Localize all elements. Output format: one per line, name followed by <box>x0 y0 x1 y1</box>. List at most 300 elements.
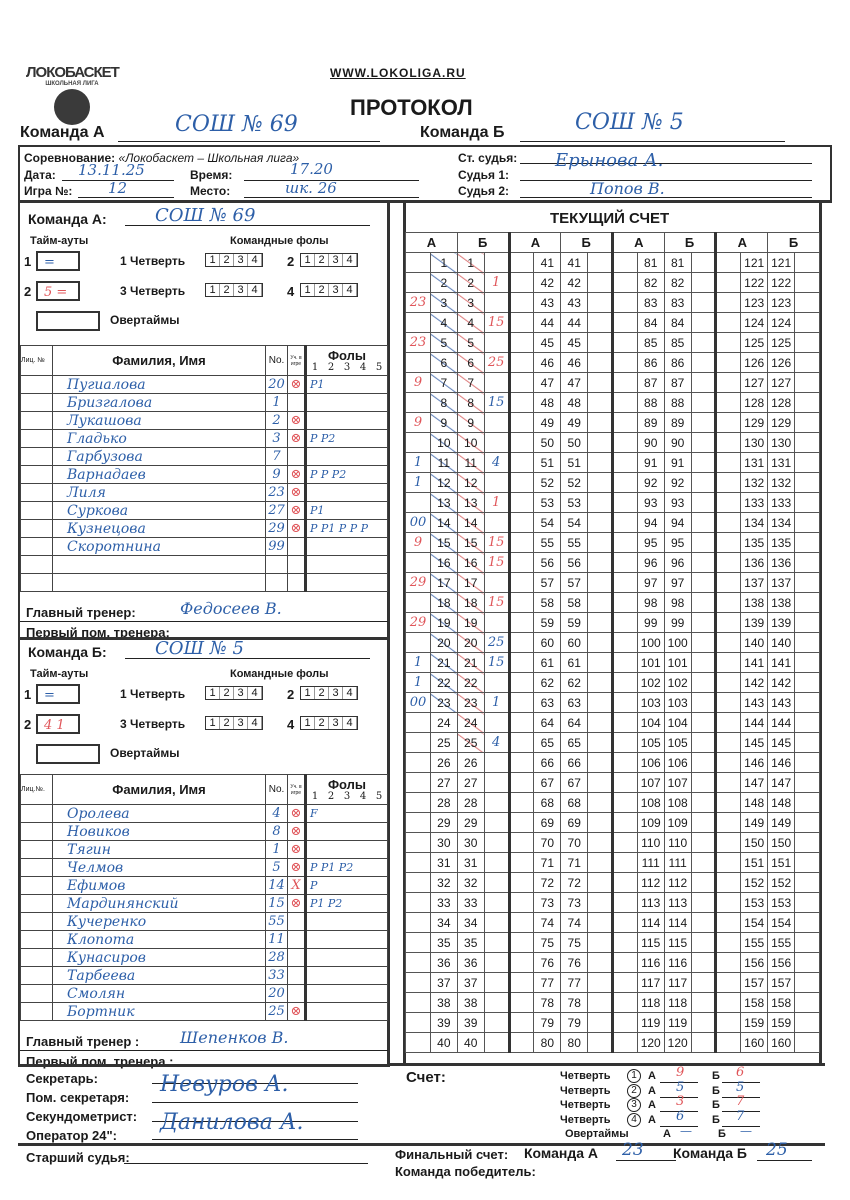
team-a-player-mark[interactable] <box>612 533 637 553</box>
team-a-point[interactable]: 41 <box>534 253 561 273</box>
team-a-point[interactable]: 116 <box>637 953 664 973</box>
team-b-player-mark[interactable]: 15 <box>484 593 509 613</box>
team-b-player-mark[interactable] <box>795 253 820 273</box>
team-b-player-mark[interactable] <box>691 813 716 833</box>
team-b-player-mark[interactable] <box>588 513 613 533</box>
team-b-player-mark[interactable] <box>795 493 820 513</box>
team-a-player-mark[interactable] <box>612 453 637 473</box>
team-a-player-mark[interactable] <box>509 833 534 853</box>
team-a-player-mark[interactable] <box>716 993 741 1013</box>
team-b-point[interactable]: 57 <box>561 573 588 593</box>
team-a-point[interactable]: 30 <box>430 833 457 853</box>
team-b-player-mark[interactable] <box>795 513 820 533</box>
overtime-box[interactable] <box>36 311 100 331</box>
team-b-player-mark[interactable] <box>795 613 820 633</box>
team-b-player-mark[interactable]: 15 <box>484 313 509 333</box>
team-a-player-mark[interactable] <box>406 273 431 293</box>
team-a-point[interactable]: 24 <box>430 713 457 733</box>
team-b-point[interactable]: 1 <box>457 253 484 273</box>
team-b-player-mark[interactable] <box>691 473 716 493</box>
team-b-player-mark[interactable] <box>795 313 820 333</box>
team-a-player-mark[interactable]: 1 <box>406 673 431 693</box>
team-a-point[interactable]: 51 <box>534 453 561 473</box>
team-a-player-mark[interactable] <box>612 833 637 853</box>
quarter-a-value[interactable]: 6 <box>676 1108 685 1124</box>
team-a-player-mark[interactable] <box>612 793 637 813</box>
team-b-point[interactable]: 141 <box>768 653 795 673</box>
quarter-b-value[interactable]: 5 <box>736 1079 745 1095</box>
team-a-point[interactable]: 68 <box>534 793 561 813</box>
team-b-point[interactable]: 100 <box>664 633 691 653</box>
team-a-point[interactable]: 80 <box>534 1033 561 1053</box>
player-license[interactable] <box>21 967 53 985</box>
team-a-player-mark[interactable] <box>509 993 534 1013</box>
team-a-point[interactable]: 79 <box>534 1013 561 1033</box>
team-a-player-mark[interactable] <box>612 733 637 753</box>
team-a-player-mark[interactable] <box>509 553 534 573</box>
team-a-point[interactable]: 136 <box>741 553 768 573</box>
team-a-point[interactable]: 4 <box>430 313 457 333</box>
team-a-point[interactable]: 49 <box>534 413 561 433</box>
team-a-player-mark[interactable] <box>612 933 637 953</box>
team-b-point[interactable]: 28 <box>457 793 484 813</box>
team-b-point[interactable]: 64 <box>561 713 588 733</box>
team-a-point[interactable]: 138 <box>741 593 768 613</box>
team-a-point[interactable]: 137 <box>741 573 768 593</box>
team-a-point[interactable]: 73 <box>534 893 561 913</box>
team-a-point[interactable]: 126 <box>741 353 768 373</box>
team-a-point[interactable]: 44 <box>534 313 561 333</box>
team-a-player-mark[interactable] <box>716 373 741 393</box>
team-a-point[interactable]: 34 <box>430 913 457 933</box>
team-a-player-mark[interactable] <box>716 473 741 493</box>
team-b-point[interactable]: 31 <box>457 853 484 873</box>
player-fouls[interactable]: P P P2 <box>306 466 388 484</box>
player-name[interactable]: Лукашова <box>53 412 266 430</box>
team-a-point[interactable]: 20 <box>430 633 457 653</box>
team-a-point[interactable]: 115 <box>637 933 664 953</box>
team-a-player-mark[interactable] <box>612 613 637 633</box>
team-a-point[interactable]: 151 <box>741 853 768 873</box>
overtime-box[interactable] <box>36 744 100 764</box>
team-b-player-mark[interactable] <box>588 1033 613 1053</box>
team-b-point[interactable]: 55 <box>561 533 588 553</box>
team-a-player-mark[interactable] <box>406 313 431 333</box>
team-b-point[interactable]: 71 <box>561 853 588 873</box>
team-b-point[interactable]: 54 <box>561 513 588 533</box>
team-a-point[interactable]: 141 <box>741 653 768 673</box>
player-number[interactable]: 4 <box>266 805 288 823</box>
team-a-point[interactable]: 74 <box>534 913 561 933</box>
team-a-point[interactable]: 6 <box>430 353 457 373</box>
team-a-point[interactable]: 109 <box>637 813 664 833</box>
team-a-point[interactable]: 86 <box>637 353 664 373</box>
player-number[interactable]: 14 <box>266 877 288 895</box>
player-number[interactable]: 20 <box>266 985 288 1003</box>
team-b-point[interactable]: 121 <box>768 253 795 273</box>
team-b-player-mark[interactable] <box>484 333 509 353</box>
team-a-point[interactable]: 27 <box>430 773 457 793</box>
team-a-player-mark[interactable] <box>509 1033 534 1053</box>
player-fouls[interactable] <box>306 412 388 430</box>
team-a-player-mark[interactable] <box>716 513 741 533</box>
team-a-player-mark[interactable] <box>509 733 534 753</box>
team-b-player-mark[interactable] <box>691 513 716 533</box>
team-b-player-mark[interactable] <box>588 813 613 833</box>
team-a-point[interactable]: 108 <box>637 793 664 813</box>
team-a-point[interactable]: 122 <box>741 273 768 293</box>
team-b-player-mark[interactable] <box>588 393 613 413</box>
player-in-game[interactable]: ⊗ <box>288 1003 306 1021</box>
team-a-point[interactable]: 77 <box>534 973 561 993</box>
team-b-point[interactable]: 3 <box>457 293 484 313</box>
team-b-player-mark[interactable] <box>795 953 820 973</box>
team-a-point[interactable]: 84 <box>637 313 664 333</box>
team-a-player-mark[interactable] <box>406 633 431 653</box>
team-a-player-mark[interactable] <box>716 693 741 713</box>
team-a-point[interactable]: 103 <box>637 693 664 713</box>
player-fouls[interactable] <box>306 484 388 502</box>
team-a-player-mark[interactable] <box>509 273 534 293</box>
team-b-player-mark[interactable] <box>588 833 613 853</box>
player-license[interactable] <box>21 412 53 430</box>
team-a-player-mark[interactable] <box>716 353 741 373</box>
team-b-point[interactable]: 21 <box>457 653 484 673</box>
team-a-point[interactable]: 42 <box>534 273 561 293</box>
team-a-player-mark[interactable] <box>509 973 534 993</box>
team-a-point[interactable]: 87 <box>637 373 664 393</box>
team-a-player-mark[interactable] <box>612 753 637 773</box>
team-a-point[interactable]: 142 <box>741 673 768 693</box>
player-name[interactable]: Кунасиров <box>53 949 266 967</box>
team-a-player-mark[interactable] <box>509 493 534 513</box>
team-b-point[interactable]: 144 <box>768 713 795 733</box>
team-b-point[interactable]: 9 <box>457 413 484 433</box>
team-b-player-mark[interactable] <box>691 893 716 913</box>
team-b-player-mark[interactable] <box>588 593 613 613</box>
team-b-point[interactable]: 24 <box>457 713 484 733</box>
player-fouls[interactable] <box>306 931 388 949</box>
team-b-player-mark[interactable] <box>484 673 509 693</box>
team-b-player-mark[interactable] <box>588 973 613 993</box>
team-b-player-mark[interactable] <box>691 373 716 393</box>
team-b-point[interactable]: 147 <box>768 773 795 793</box>
team-a-point[interactable]: 97 <box>637 573 664 593</box>
team-a-point[interactable]: 96 <box>637 553 664 573</box>
team-b-player-mark[interactable] <box>691 433 716 453</box>
team-b-point[interactable]: 118 <box>664 993 691 1013</box>
team-a-player-mark[interactable]: 9 <box>406 373 431 393</box>
team-b-point[interactable]: 67 <box>561 773 588 793</box>
team-a-player-mark[interactable] <box>406 893 431 913</box>
team-a-point[interactable]: 95 <box>637 533 664 553</box>
team-a-point[interactable]: 133 <box>741 493 768 513</box>
team-a-point[interactable]: 15 <box>430 533 457 553</box>
team-b-point[interactable]: 12 <box>457 473 484 493</box>
team-b-point[interactable]: 112 <box>664 873 691 893</box>
team-b-player-mark[interactable] <box>484 813 509 833</box>
team-a-point[interactable]: 32 <box>430 873 457 893</box>
team-a-player-mark[interactable] <box>612 773 637 793</box>
team-b-player-mark[interactable] <box>484 293 509 313</box>
team-a-player-mark[interactable]: 1 <box>406 473 431 493</box>
player-in-game[interactable] <box>288 394 306 412</box>
team-b-point[interactable]: 63 <box>561 693 588 713</box>
team-b-point[interactable]: 16 <box>457 553 484 573</box>
team-a-player-mark[interactable]: 23 <box>406 333 431 353</box>
team-a-player-mark[interactable] <box>406 353 431 373</box>
team-b-player-mark[interactable] <box>588 433 613 453</box>
team-b-player-mark[interactable] <box>795 273 820 293</box>
team-a-point[interactable]: 123 <box>741 293 768 313</box>
team-a-player-mark[interactable] <box>406 993 431 1013</box>
team-b-point[interactable]: 49 <box>561 413 588 433</box>
team-a-player-mark[interactable] <box>612 913 637 933</box>
team-a-player-mark[interactable] <box>406 933 431 953</box>
player-in-game[interactable]: X <box>288 877 306 895</box>
team-a-point[interactable]: 127 <box>741 373 768 393</box>
player-in-game[interactable]: ⊗ <box>288 859 306 877</box>
team-b-point[interactable]: 35 <box>457 933 484 953</box>
team-a-point[interactable]: 131 <box>741 453 768 473</box>
team-a-player-mark[interactable] <box>612 353 637 373</box>
team-a-point[interactable]: 149 <box>741 813 768 833</box>
team-b-point[interactable]: 41 <box>561 253 588 273</box>
team-b-point[interactable]: 2 <box>457 273 484 293</box>
team-a-point[interactable]: 8 <box>430 393 457 413</box>
team-a-player-mark[interactable] <box>612 993 637 1013</box>
team-a-point[interactable]: 63 <box>534 693 561 713</box>
team-b-player-mark[interactable] <box>588 693 613 713</box>
team-b-point[interactable]: 72 <box>561 873 588 893</box>
team-a-player-mark[interactable] <box>509 513 534 533</box>
team-a-point[interactable]: 56 <box>534 553 561 573</box>
team-a-point[interactable]: 160 <box>741 1033 768 1053</box>
team-b-point[interactable]: 143 <box>768 693 795 713</box>
team-a-player-mark[interactable] <box>716 313 741 333</box>
team-fouls-box[interactable] <box>300 253 358 267</box>
player-fouls[interactable] <box>306 967 388 985</box>
team-a-player-mark[interactable] <box>716 493 741 513</box>
team-b-player-mark[interactable] <box>484 793 509 813</box>
team-b-point[interactable]: 150 <box>768 833 795 853</box>
player-fouls[interactable]: P P2 <box>306 430 388 448</box>
team-b-point[interactable]: 148 <box>768 793 795 813</box>
team-a-player-mark[interactable] <box>406 873 431 893</box>
team-b-player-mark[interactable] <box>795 293 820 313</box>
team-b-player-mark[interactable] <box>484 373 509 393</box>
player-name[interactable]: Варнадаев <box>53 466 266 484</box>
team-b-player-mark[interactable] <box>484 433 509 453</box>
team-a-player-mark[interactable] <box>612 893 637 913</box>
team-b-player-mark[interactable] <box>484 953 509 973</box>
player-license[interactable] <box>21 913 53 931</box>
team-a-player-mark[interactable] <box>612 873 637 893</box>
team-b-player-mark[interactable] <box>795 393 820 413</box>
team-a-player-mark[interactable] <box>716 573 741 593</box>
team-a-player-mark[interactable] <box>612 473 637 493</box>
team-b-point[interactable]: 153 <box>768 893 795 913</box>
team-b-point[interactable]: 88 <box>664 393 691 413</box>
team-a-player-mark[interactable] <box>716 973 741 993</box>
team-a-player-mark[interactable]: 23 <box>406 293 431 313</box>
team-a-point[interactable]: 31 <box>430 853 457 873</box>
team-a-player-mark[interactable] <box>716 1013 741 1033</box>
team-a-player-mark[interactable] <box>716 933 741 953</box>
team-a-player-mark[interactable] <box>406 713 431 733</box>
team-b-point[interactable]: 152 <box>768 873 795 893</box>
team-b-player-mark[interactable] <box>691 253 716 273</box>
team-a-point[interactable]: 7 <box>430 373 457 393</box>
team-b-point[interactable]: 92 <box>664 473 691 493</box>
quarter-b-value[interactable]: 7 <box>736 1108 745 1124</box>
player-number[interactable] <box>266 556 288 574</box>
team-a-point[interactable]: 93 <box>637 493 664 513</box>
team-b-player-mark[interactable] <box>795 793 820 813</box>
team-a-point[interactable]: 134 <box>741 513 768 533</box>
team-fouls-box[interactable] <box>205 716 263 730</box>
team-a-player-mark[interactable] <box>612 713 637 733</box>
team-b-point[interactable]: 120 <box>664 1033 691 1053</box>
team-a-player-mark[interactable] <box>716 273 741 293</box>
team-a-point[interactable]: 64 <box>534 713 561 733</box>
team-b-player-mark[interactable] <box>795 673 820 693</box>
team-b-point[interactable]: 27 <box>457 773 484 793</box>
team-a-player-mark[interactable] <box>716 893 741 913</box>
player-fouls[interactable] <box>306 913 388 931</box>
team-b-player-mark[interactable] <box>691 633 716 653</box>
player-license[interactable] <box>21 466 53 484</box>
team-a-point[interactable]: 152 <box>741 873 768 893</box>
team-fouls-box[interactable] <box>205 253 263 267</box>
player-fouls[interactable] <box>306 823 388 841</box>
team-b-player-mark[interactable] <box>691 673 716 693</box>
team-a-player-mark[interactable] <box>716 293 741 313</box>
team-b-point[interactable]: 70 <box>561 833 588 853</box>
team-a-point[interactable]: 17 <box>430 573 457 593</box>
team-b-player-mark[interactable] <box>588 373 613 393</box>
team-a-point[interactable]: 132 <box>741 473 768 493</box>
team-b-player-mark[interactable]: 15 <box>484 553 509 573</box>
team-b-point[interactable]: 95 <box>664 533 691 553</box>
team-a-player-mark[interactable] <box>406 1033 431 1053</box>
team-a-point[interactable]: 71 <box>534 853 561 873</box>
team-b-point[interactable]: 103 <box>664 693 691 713</box>
team-b-point[interactable]: 32 <box>457 873 484 893</box>
team-b-point[interactable]: 46 <box>561 353 588 373</box>
team-b-player-mark[interactable] <box>588 633 613 653</box>
team-b-player-mark[interactable] <box>588 493 613 513</box>
team-a-point[interactable]: 117 <box>637 973 664 993</box>
team-a-player-mark[interactable] <box>406 833 431 853</box>
player-fouls[interactable]: P1 <box>306 502 388 520</box>
team-b-player-mark[interactable] <box>691 733 716 753</box>
team-a-point[interactable]: 57 <box>534 573 561 593</box>
team-b-player-mark[interactable] <box>795 893 820 913</box>
team-b-player-mark[interactable] <box>795 373 820 393</box>
team-a-player-mark[interactable] <box>716 1033 741 1053</box>
player-fouls[interactable] <box>306 1003 388 1021</box>
team-b-point[interactable]: 133 <box>768 493 795 513</box>
team-b-player-mark[interactable] <box>691 393 716 413</box>
team-b-player-mark[interactable] <box>795 733 820 753</box>
team-b-player-mark[interactable] <box>691 873 716 893</box>
player-number[interactable]: 3 <box>266 430 288 448</box>
team-b-player-mark[interactable] <box>588 1013 613 1033</box>
player-number[interactable]: 9 <box>266 466 288 484</box>
team-a-player-mark[interactable] <box>406 793 431 813</box>
team-b-player-mark[interactable] <box>588 733 613 753</box>
team-b-player-mark[interactable] <box>588 853 613 873</box>
team-b-point[interactable]: 151 <box>768 853 795 873</box>
team-fouls-box[interactable] <box>205 283 263 297</box>
team-b-point[interactable]: 10 <box>457 433 484 453</box>
team-b-player-mark[interactable] <box>795 813 820 833</box>
team-a-player-mark[interactable] <box>406 593 431 613</box>
team-b-point[interactable]: 39 <box>457 1013 484 1033</box>
player-in-game[interactable] <box>288 949 306 967</box>
player-name[interactable]: Бортник <box>53 1003 266 1021</box>
team-a-point[interactable]: 107 <box>637 773 664 793</box>
team-a-point[interactable]: 145 <box>741 733 768 753</box>
team-a-point[interactable]: 101 <box>637 653 664 673</box>
team-b-player-mark[interactable] <box>588 253 613 273</box>
team-a-player-mark[interactable] <box>509 413 534 433</box>
team-a-player-mark[interactable] <box>612 653 637 673</box>
team-a-point[interactable]: 25 <box>430 733 457 753</box>
team-b-player-mark[interactable] <box>795 413 820 433</box>
team-a-point[interactable]: 11 <box>430 453 457 473</box>
team-a-player-mark[interactable] <box>509 373 534 393</box>
team-a-point[interactable]: 113 <box>637 893 664 913</box>
team-a-player-mark[interactable] <box>406 433 431 453</box>
team-a-player-mark[interactable] <box>509 1013 534 1033</box>
team-a-player-mark[interactable] <box>716 433 741 453</box>
team-b-point[interactable]: 74 <box>561 913 588 933</box>
team-a-player-mark[interactable] <box>509 593 534 613</box>
team-b-point[interactable]: 142 <box>768 673 795 693</box>
team-b-player-mark[interactable] <box>588 613 613 633</box>
team-a-point[interactable]: 33 <box>430 893 457 913</box>
team-b-point[interactable]: 38 <box>457 993 484 1013</box>
team-b-point[interactable]: 29 <box>457 813 484 833</box>
team-b-point[interactable]: 75 <box>561 933 588 953</box>
team-a-point[interactable]: 37 <box>430 973 457 993</box>
player-license[interactable] <box>21 949 53 967</box>
team-b-point[interactable]: 65 <box>561 733 588 753</box>
team-fouls-box[interactable] <box>205 686 263 700</box>
team-b-player-mark[interactable] <box>484 913 509 933</box>
team-b-player-mark[interactable] <box>691 693 716 713</box>
team-b-point[interactable]: 126 <box>768 353 795 373</box>
team-b-player-mark[interactable] <box>484 973 509 993</box>
team-a-point[interactable]: 94 <box>637 513 664 533</box>
team-a-point[interactable]: 144 <box>741 713 768 733</box>
team-a-player-mark[interactable] <box>716 453 741 473</box>
player-number[interactable]: 29 <box>266 520 288 538</box>
quarter-a-value[interactable]: 9 <box>676 1065 685 1080</box>
player-license[interactable] <box>21 574 53 592</box>
team-b-player-mark[interactable] <box>588 893 613 913</box>
team-b-point[interactable]: 26 <box>457 753 484 773</box>
team-a-player-mark[interactable] <box>716 593 741 613</box>
team-b-player-mark[interactable] <box>795 1013 820 1033</box>
team-a-player-mark[interactable] <box>612 253 637 273</box>
team-b-point[interactable]: 48 <box>561 393 588 413</box>
team-b-player-mark[interactable] <box>484 513 509 533</box>
team-b-player-mark[interactable] <box>691 353 716 373</box>
player-in-game[interactable]: ⊗ <box>288 520 306 538</box>
